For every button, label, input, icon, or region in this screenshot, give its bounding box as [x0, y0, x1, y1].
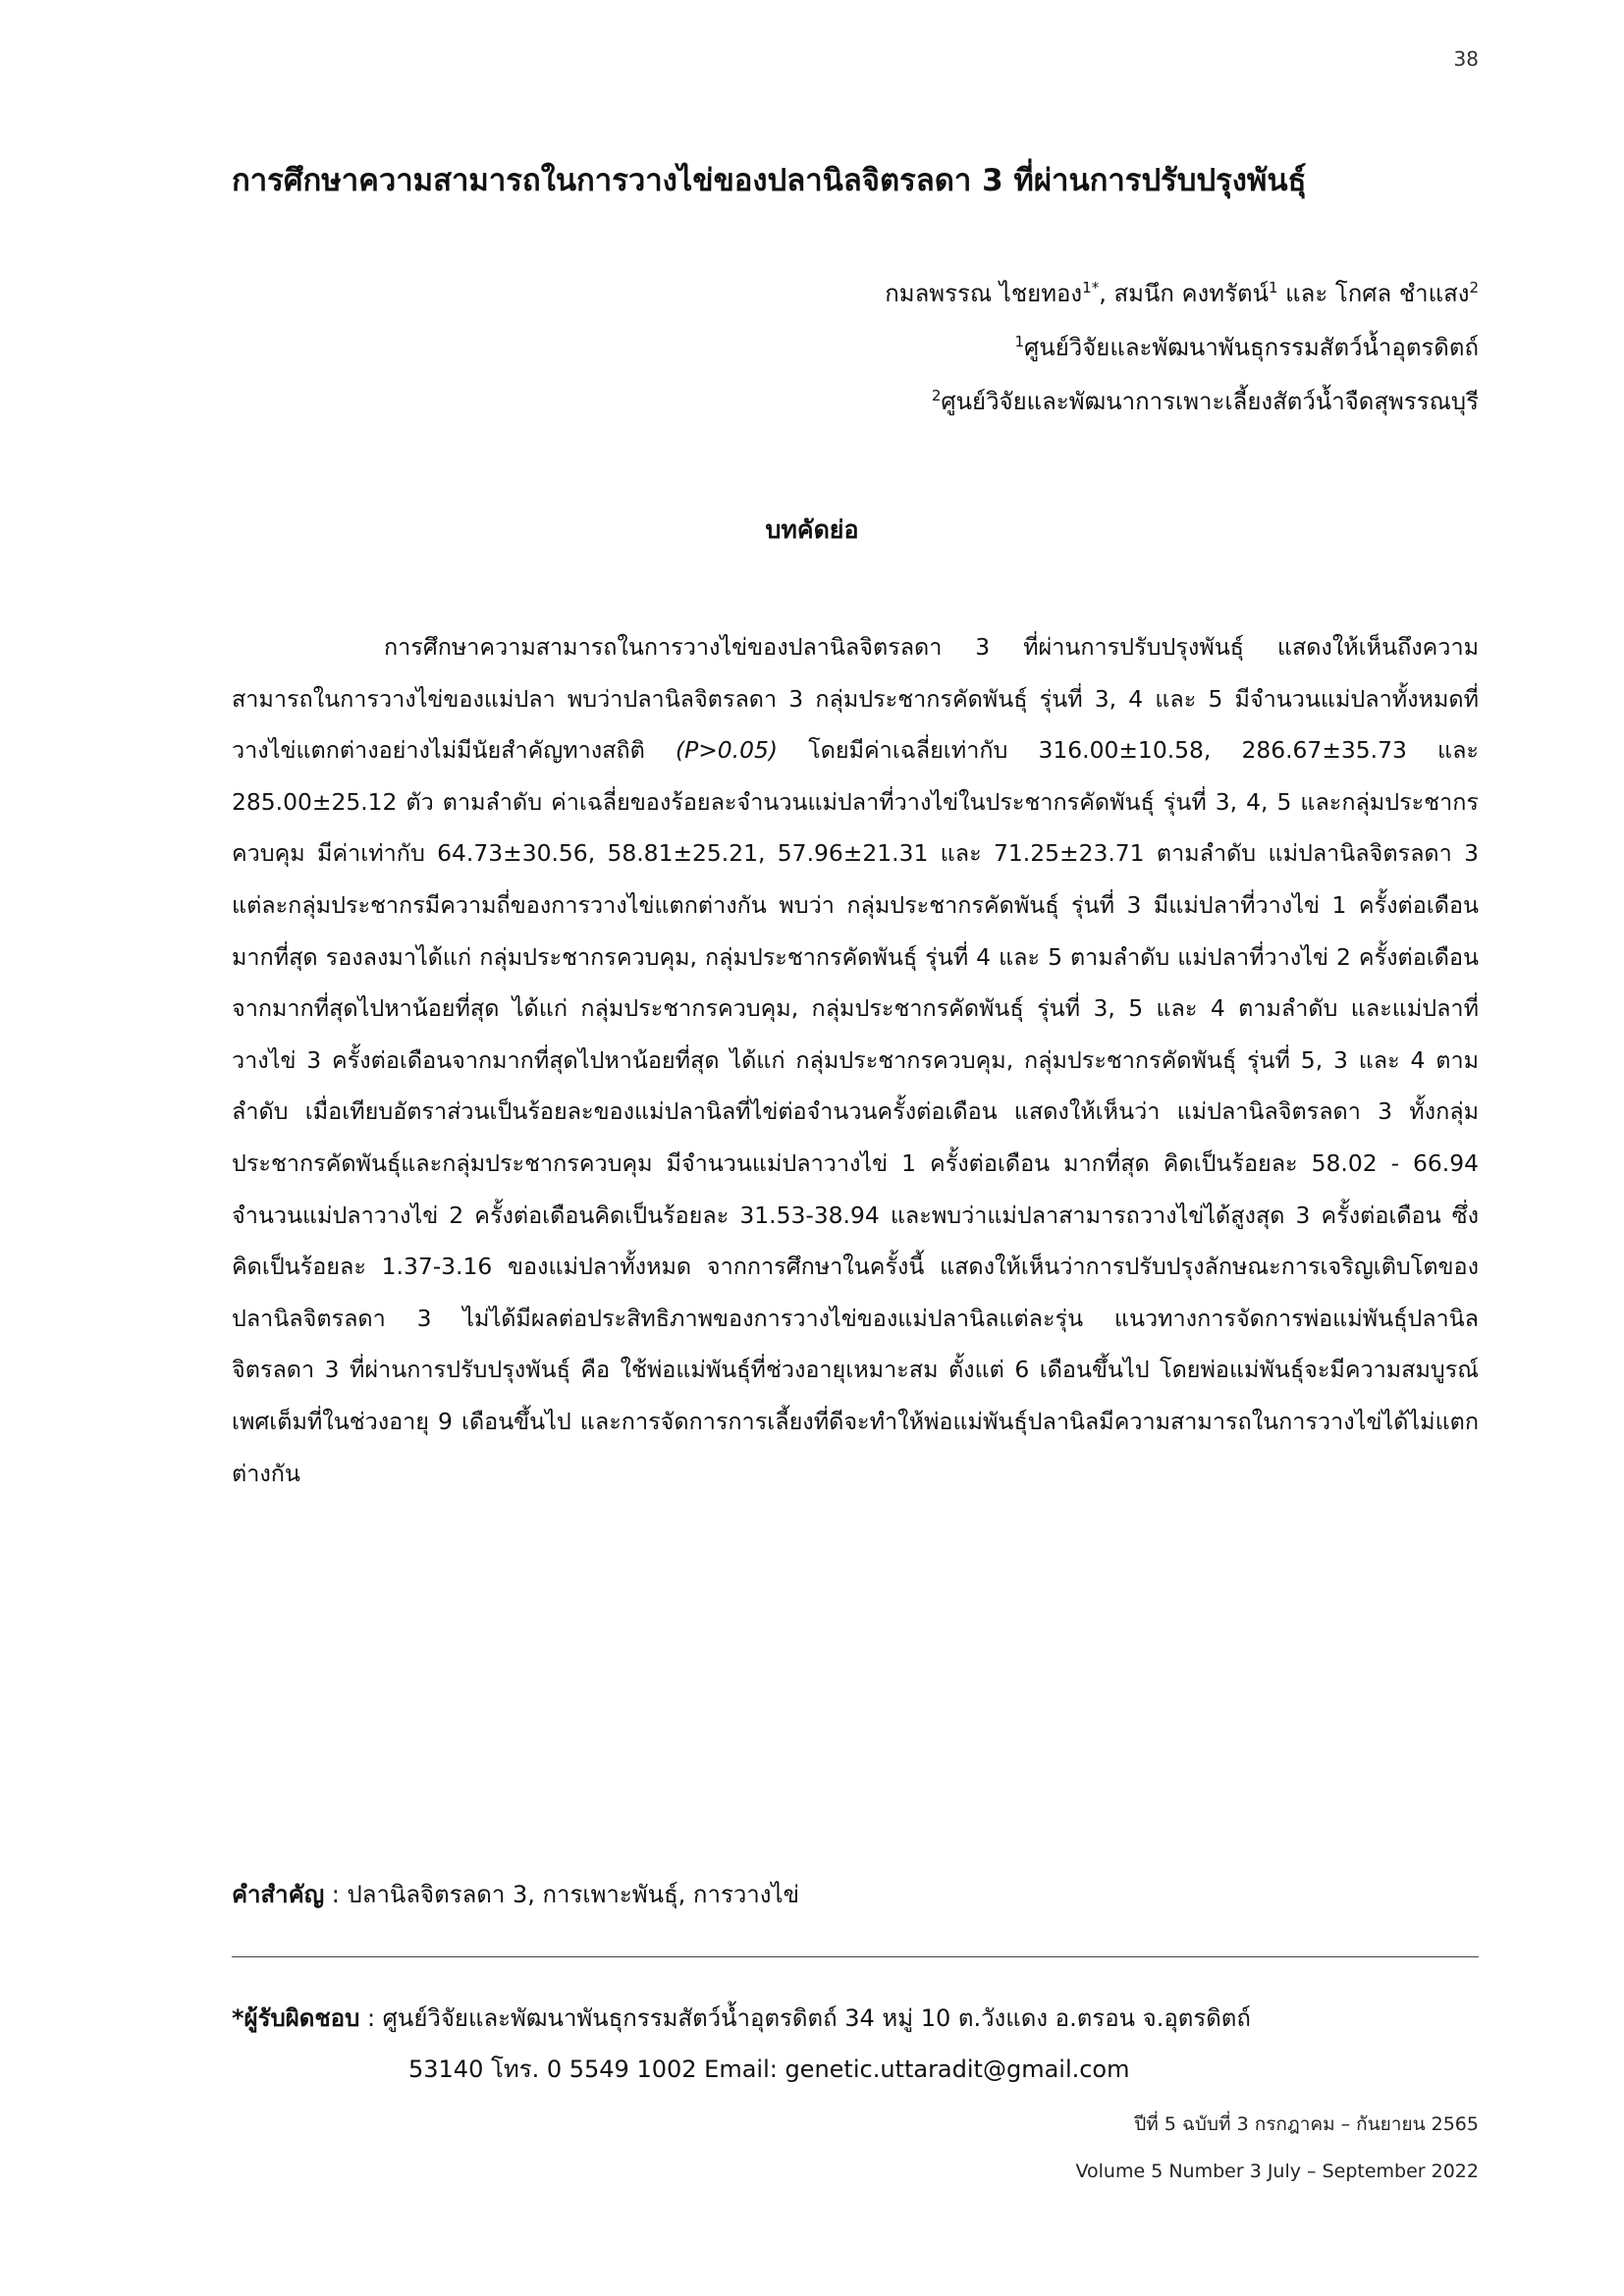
affiliation-1	[885, 321, 1479, 375]
author-name: โกศล ชำแสง	[1334, 280, 1470, 307]
keywords-value: ปลานิลจิตรลดา 3, การเพาะพันธุ์, การวางไข่	[347, 1881, 799, 1908]
footnote-divider	[232, 1956, 1479, 1957]
affiliation-mark: 2	[931, 387, 942, 404]
affiliation-mark: 1	[1014, 333, 1025, 350]
abstract-heading: บทคัดย่อ	[765, 515, 859, 544]
abstract-text-part2: โดยมีค่าเฉลี่ยเท่ากับ 316.00±10.58, 286.67±35.73 และ 285.00±25.12 ตัว ตามลำดับ ค่าเฉลี่ยของร้อยละจำนวนแม่ปลาที่วางไข่ในประชากรคัดพันธุ์ รุ่นที่ 3, 4, 5 และกลุ่มประชากรควบคุม มีค่าเท่ากับ 64.73±30.56, 58.81±25.21, 57.96±21.31 และ 71.25±23.71 ตามลำดับ แม่ปลานิลจิตรลดา 3 แต่ละกลุ่มประชากรมีความถี่ของการวางไข่แตกต่างกัน พบว่า กลุ่มประชากรคัดพันธุ์ รุ่นที่ 3 มีแม่ปลาที่วางไข่ 1 ครั้งต่อเดือนมากที่สุด รองลงมาได้แก่ กลุ่มประชากรควบคุม, กลุ่มประชากรคัดพันธุ์ รุ่นที่ 4 และ 5 ตามลำดับ แม่ปลาที่วางไข่ 2 ครั้งต่อเดือน จากมากที่สุดไปหาน้อยที่สุด ได้แก่ กลุ่มประชากรควบคุม, กลุ่มประชากรคัดพันธุ์ รุ่นที่ 3, 5 และ 4 ตามลำดับ และแม่ปลาที่วางไข่ 3 ครั้งต่อเดือนจากมากที่สุดไปหาน้อยที่สุด ได้แก่ กลุ่มประชากรควบคุม, กลุ่มประชากรคัดพันธุ์ รุ่นที่ 5, 3 และ 4 ตามลำดับ เมื่อเทียบอัตราส่วนเป็นร้อยละของแม่ปลานิลที่ไข่ต่อจำนวนครั้งต่อเดือน แสดงให้เห็นว่า แม่ปลานิลจิตรลดา 3 ทั้งกลุ่มประชากรคัดพันธุ์และกลุ่มประชากรควบคุม มีจำนวนแม่ปลาวางไข่ 1 ครั้งต่อเดือน มากที่สุด คิดเป็นร้อยละ 58.02 - 66.94 จำนวนแม่ปลาวางไข่ 2 ครั้งต่อเดือนคิดเป็นร้อยละ 31.53-38.94 และพบว่าแม่ปลาสามารถวางไข่ได้สูงสุด 3 ครั้งต่อเดือน ซึ่งคิดเป็นร้อยละ 1.37-3.16 ของแม่ปลาทั้งหมด จากการศึกษาในครั้งนี้ แสดงให้เห็นว่าการปรับปรุงลักษณะการเจริญเติบโตของปลานิลจิตรลดา 3 ไม่ได้มีผลต่อประสิทธิภาพของการวางไข่ของแม่ปลานิลแต่ละรุ่น แนวทางการจัดการพ่อแม่พันธุ์ปลานิลจิตรลดา 3 ที่ผ่านการปรับปรุงพันธุ์ คือ ใช้พ่อแม่พันธุ์ที่ช่วงอายุเหมาะสม ตั้งแต่ 6 เดือนขึ้นไป โดยพ่อแม่พันธุ์จะมีความสมบูรณ์เพศเต็มที่ในช่วงอายุ 9 เดือนขึ้นไป และการจัดการการเลี้ยงที่ดีจะทำให้พ่อแม่พันธุ์ปลานิลมีความสามารถในการวางไข่ได้ไม่แตกต่างกัน	[232, 736, 1479, 1487]
author-affiliation-mark: 2	[1469, 279, 1479, 296]
abstract-body	[232, 621, 1479, 1499]
journal-footer	[1076, 2101, 1480, 2195]
author-name: สมนึก คงทรัตน์	[1113, 280, 1269, 307]
corresponding-label: *ผู้รับผิดชอบ	[232, 2004, 360, 2032]
author-affiliation-mark: 1	[1268, 279, 1278, 296]
affiliation-text: ศูนย์วิจัยและพัฒนาพันธุกรรมสัตว์น้ำอุตรดิตถ์	[1024, 334, 1479, 361]
keywords-separator: :	[324, 1881, 348, 1908]
author-affiliation-mark: 1*	[1082, 279, 1100, 296]
author-name: กมลพรรณ ไชยทอง	[885, 280, 1083, 307]
keywords-line	[232, 1875, 1479, 1913]
abstract-text-part1: การศึกษาความสามารถในการวางไข่ของปลานิลจิตรลดา 3 ที่ผ่านการปรับปรุงพันธุ์ แสดงให้เห็นถึงความสามารถในการวางไข่ของแม่ปลา พบว่าปลานิลจิตรลดา 3 กลุ่มประชากรคัดพันธุ์ รุ่นที่ 3, 4 และ 5 มีจำนวนแม่ปลาทั้งหมดที่วางไข่แตกต่างอย่างไม่มีนัยสำคัญทางสถิติ	[232, 633, 1479, 765]
affiliation-2	[885, 375, 1479, 429]
author-line	[885, 267, 1479, 321]
author-separator: ,	[1099, 280, 1114, 307]
footer-thai: ปีที่ 5 ฉบับที่ 3 กรกฎาคม – กันยายน 2565	[1134, 2113, 1479, 2135]
keywords-label: คำสำคัญ	[232, 1881, 325, 1908]
paper-title: การศึกษาความสามารถในการวางไข่ของปลานิลจิตรลดา 3 ที่ผ่านการปรับปรุงพันธุ์	[232, 163, 1307, 198]
abstract-stat-value: (P>0.05)	[675, 736, 779, 765]
footer-english: Volume 5 Number 3 July – September 2022	[1075, 2161, 1479, 2182]
page-number: 38	[1453, 47, 1479, 71]
author-separator: และ	[1277, 280, 1335, 307]
corresponding-contact: 53140 โทร. 0 5549 1002 Email: genetic.uttaradit@gmail.com	[408, 2056, 1130, 2083]
corresponding-address: ศูนย์วิจัยและพัฒนาพันธุกรรมสัตว์น้ำอุตรดิตถ์ 34 หมู่ 10 ต.วังแดง อ.ตรอน จ.อุตรดิตถ์	[382, 2004, 1251, 2032]
corresponding-separator: :	[359, 2004, 383, 2032]
corresponding-author-note	[232, 1993, 1479, 2095]
author-block	[885, 267, 1479, 429]
affiliation-text: ศูนย์วิจัยและพัฒนาการเพาะเลี้ยงสัตว์น้ำจืดสุพรรณบุรี	[941, 388, 1479, 415]
